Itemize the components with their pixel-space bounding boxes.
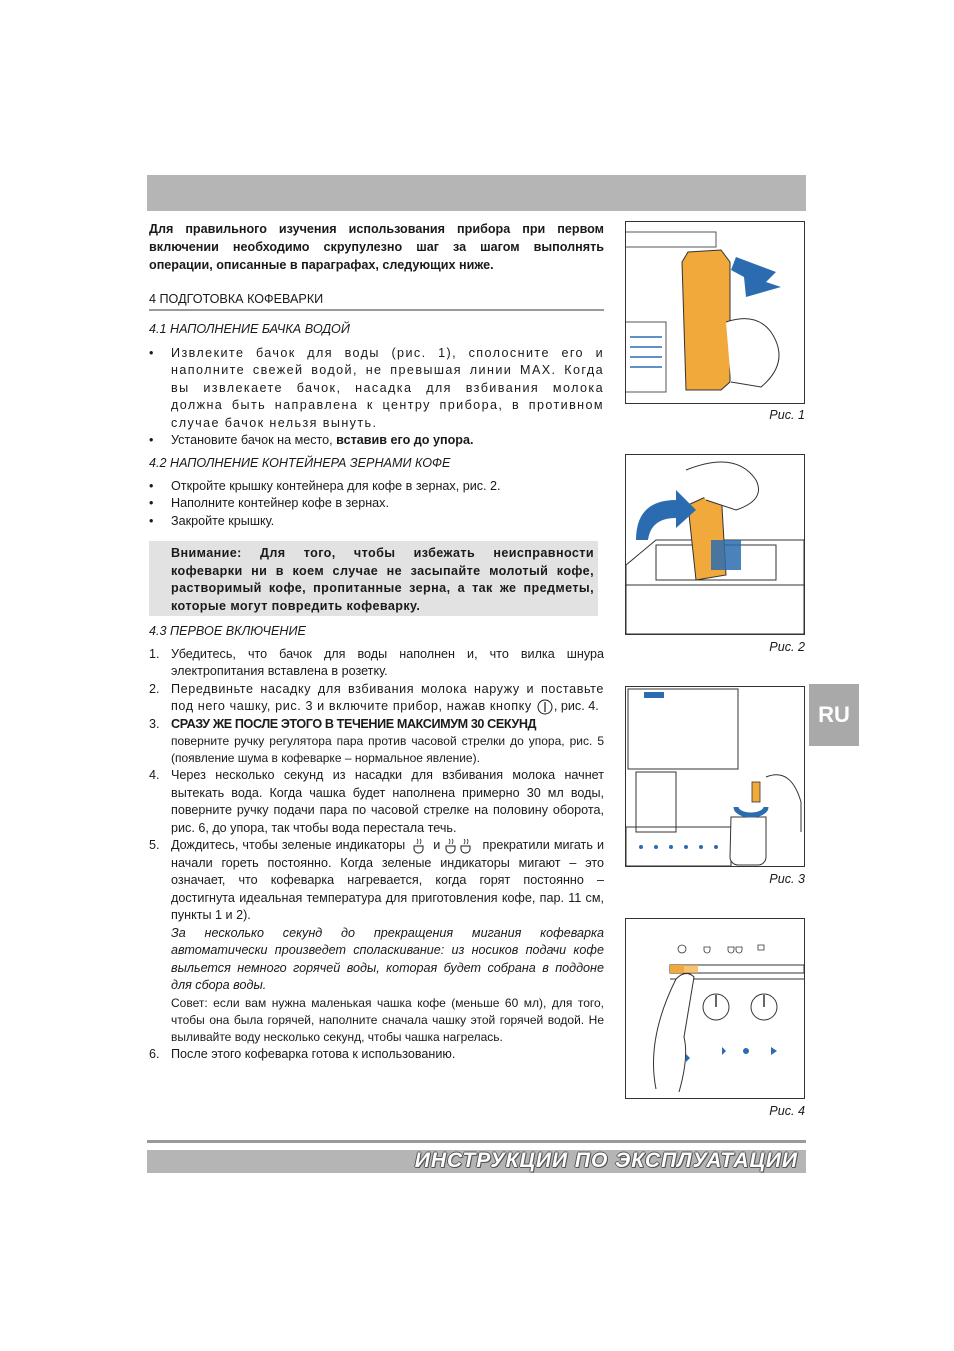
figure-2-illustration bbox=[626, 455, 804, 634]
step-5-italic-note: За несколько секунд до прекращения мигания кофеварка автоматически произведет споласкивание: из носиков подачи кофе выльется немного горячей воды, которая будет собрана в поддоне для сбора воды. bbox=[171, 925, 604, 992]
list-item bbox=[149, 1046, 604, 1064]
section-4-1-title: 4.1 НАПОЛНЕНИЕ БАЧКА ВОДОЙ bbox=[149, 322, 350, 336]
s41-bullet-2-text: Установите бачок на место, bbox=[171, 433, 337, 447]
footer-title: ИНСТРУКЦИИ ПО ЭКСПЛУАТАЦИИ bbox=[414, 1149, 798, 1172]
s41-bullet-1: Извлеките бачок для воды (рис. 1), сполосните его и наполните свежей водой, не превышая линии MAX. Когда вы извлекаете бачок, насадка для взбивания молока должна быть направлена к центру прибора, в противном случае бачок нельзя вынуть. bbox=[171, 345, 604, 430]
item-number: 5. bbox=[149, 838, 160, 852]
list-item bbox=[149, 837, 604, 1046]
figure-1 bbox=[625, 221, 805, 404]
section-4-heading: 4 ПОДГОТОВКА КОФЕВАРКИ bbox=[149, 292, 604, 311]
item-number: 1. bbox=[149, 646, 160, 661]
section-4-2-title: 4.2 НАПОЛНЕНИЕ КОНТЕЙНЕРА ЗЕРНАМИ КОФЕ bbox=[149, 456, 451, 470]
step-5-text: Дождитесь, чтобы зеленые индикаторы bbox=[171, 838, 410, 852]
list-item: • Откройте крышку контейнера для кофе в зернах, рис. 2. bbox=[149, 478, 604, 496]
step-3-bold: СРАЗУ ЖЕ ПОСЛЕ ЭТОГО В ТЕЧЕНИЕ МАКСИМУМ 30 СЕКУНД bbox=[171, 716, 537, 731]
figure-1-illustration bbox=[626, 222, 804, 403]
footer-divider bbox=[147, 1140, 806, 1143]
figure-1-caption: Рис. 1 bbox=[769, 408, 805, 422]
header-bar bbox=[147, 175, 806, 211]
list-item bbox=[149, 432, 604, 450]
step-2-text-end: , рис. 4. bbox=[553, 699, 599, 713]
language-tab: RU bbox=[809, 684, 859, 746]
power-button-icon bbox=[536, 699, 554, 715]
list-item bbox=[149, 767, 604, 837]
footer-bar bbox=[147, 1150, 806, 1173]
step-5-and: и bbox=[429, 838, 445, 852]
list-item bbox=[149, 345, 604, 433]
figure-2-caption: Рис. 2 bbox=[769, 640, 805, 654]
step-5-tip: Совет: если вам нужна маленькая чашка кофе (меньше 60 мл), для того, чтобы она была горячей, наполните сначала чашку этой горячей водой. Не выливайте воду несколько секунд, чтобы чашка нагрелась. bbox=[171, 995, 604, 1044]
s41-bullet-2-bold: вставив его до упора. bbox=[336, 433, 474, 447]
warning-box bbox=[149, 541, 598, 616]
two-cups-icon bbox=[444, 838, 478, 854]
section-4-2 bbox=[149, 455, 604, 530]
section-4-1 bbox=[149, 321, 604, 450]
step-6-text: После этого кофеварка готова к использованию. bbox=[171, 1046, 456, 1061]
figure-4 bbox=[625, 918, 805, 1099]
item-number: 6. bbox=[149, 1046, 160, 1061]
figure-4-illustration bbox=[626, 919, 804, 1098]
item-number: 2. bbox=[149, 681, 160, 696]
item-number: 3. bbox=[149, 716, 160, 731]
one-cup-icon bbox=[409, 838, 429, 854]
list-item: • Наполните контейнер кофе в зернах. bbox=[149, 495, 604, 513]
section-4-3 bbox=[149, 623, 604, 1063]
figure-4-caption: Рис. 4 bbox=[769, 1104, 805, 1118]
section-4-3-title: 4.3 ПЕРВОЕ ВКЛЮЧЕНИЕ bbox=[149, 624, 306, 638]
figure-2 bbox=[625, 454, 805, 635]
intro-paragraph: Для правильного изучения использования прибора при первом включении необходимо скрупулезно шаг за шагом выполнять операции, описанные в параграфах, следующих ниже. bbox=[149, 222, 604, 272]
step-3-text: поверните ручку регулятора пара против часовой стрелки до упора, рис. 5 (появление шума в кофеварке – нормальное явление). bbox=[171, 734, 604, 765]
item-number: 4. bbox=[149, 768, 160, 782]
step-5-text-end: прекратили мигать и начали гореть постоянно. Когда зеленые индикаторы мигают – это означает, что кофеварка нагревается, когда горят постоянно – достигнута идеальная температура для приготовления кофе, пар. 11 см, пункты 1 и 2). bbox=[171, 838, 604, 922]
list-item: • Закройте крышку. bbox=[149, 513, 604, 531]
list-item bbox=[149, 646, 604, 681]
step-1-text: Убедитесь, что бачок для воды наполнен и, что вилка шнура электропитания вставлена в розетку. bbox=[171, 646, 604, 678]
list-item bbox=[149, 681, 604, 716]
figure-3-caption: Рис. 3 bbox=[769, 872, 805, 886]
warning-text: Внимание: Для того, чтобы избежать неисправности кофеварки ни в коем случае не засыпайте молотый кофе, растворимый кофе, пропитанные зерна, а так же предметы, которые могут повредить кофеварку. bbox=[171, 546, 594, 613]
figure-3-illustration bbox=[626, 687, 804, 866]
step-2-text: Передвиньте насадку для взбивания молока наружу и поставьте под него чашку, рис. 3 и включите прибор, нажав кнопку bbox=[171, 681, 604, 713]
step-4-text: Через несколько секунд из насадки для взбивания молока начнет вытекать вода. Когда чашка будет наполнена примерно 30 мл воды, поверните ручку подачи пара по часовой стрелке на половину оборота, рис. 6, до упора, так чтобы вода перестала течь. bbox=[171, 768, 604, 835]
list-item bbox=[149, 716, 604, 768]
figure-3 bbox=[625, 686, 805, 867]
